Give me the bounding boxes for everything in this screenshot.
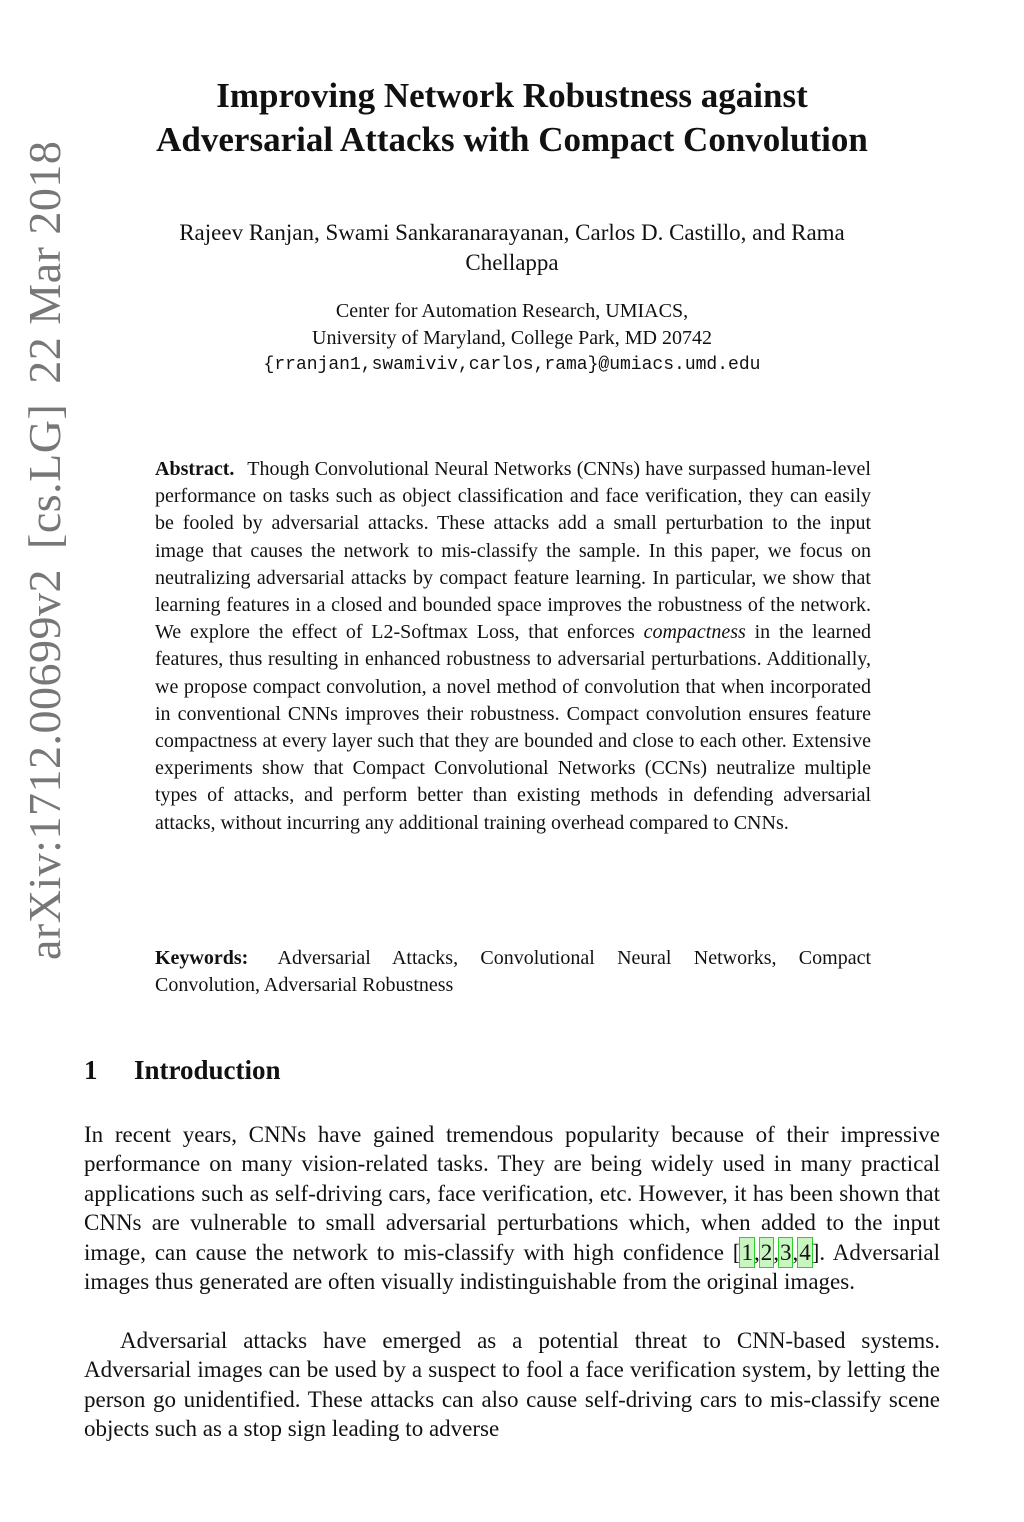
affiliation: [110, 298, 914, 379]
section-number: 1: [84, 1055, 98, 1085]
abstract-emphasis: compactness: [643, 621, 746, 644]
citation-separator: ,: [773, 1239, 779, 1265]
citation-group: [733, 1240, 820, 1265]
citation-open-bracket: [: [732, 1239, 741, 1265]
keywords-label: Keywords:: [155, 947, 249, 969]
citation-separator: ,: [753, 1239, 760, 1265]
title-line-2: Adversarial Attacks with Compact Convolution: [156, 120, 868, 159]
arxiv-id[interactable]: arXiv:1712.00699v2: [18, 568, 70, 960]
abstract: [155, 456, 871, 837]
citation-link-2[interactable]: 2: [760, 1238, 774, 1267]
intro-paragraph-1: [84, 1120, 940, 1296]
arxiv-category: [cs.LG]: [18, 403, 70, 549]
authors: [110, 218, 914, 278]
citation-link-3[interactable]: 3: [779, 1238, 793, 1267]
section-heading-introduction: [84, 1052, 944, 1088]
affiliation-line-2: University of Maryland, College Park, MD 20742: [312, 327, 712, 349]
citation-close-bracket: ]: [811, 1239, 820, 1265]
abstract-label: Abstract.: [155, 458, 235, 480]
authors-line-2: Chellappa: [465, 250, 559, 275]
intro-paragraph-2: Adversarial attacks have emerged as a potential threat to CNN-based systems. Adversarial images can be used by a suspect to fool a face verification system, by letting the person go unidentified. These attacks can also cause self-driving cars to mis-classify scene objects such as a stop sign leading to adverse: [84, 1328, 940, 1442]
affiliation-line-1: Center for Automation Research, UMIACS,: [335, 300, 689, 322]
paper-title: [92, 74, 932, 162]
author-emails: {rranjan1,swamiviv,carlos,rama}@umiacs.umd.edu: [263, 355, 761, 375]
title-line-1: Improving Network Robustness against: [216, 76, 808, 115]
citation-link-4[interactable]: 4: [798, 1238, 812, 1267]
keywords-text: Adversarial Attacks, Convolutional Neural Networks, Compact Convolution, Adversarial Robustness: [155, 947, 872, 997]
intro-p1-text-after-cite: . Adversarial images thus generated are often visually indistinguishable from the original images.: [84, 1239, 941, 1295]
citation-separator: ,: [792, 1239, 799, 1265]
abstract-text-part2: in the learned features, thus resulting in enhanced robustness to adversarial perturbations. Additionally, we propose compact convolution, a novel method of convolution that when incorporated in conventional CNNs improves their robustness. Compact convolution ensures feature compactness at every layer such that they are bounded and close to each other. Extensive experiments show that Compact Convolutional Networks (CCNs) neutralize multiple types of attacks, and perform better than existing methods in defending adversarial attacks, without incurring any additional training overhead compared to CNNs.: [155, 621, 872, 834]
citation-link-1[interactable]: 1: [740, 1238, 754, 1267]
section-title: Introduction: [134, 1055, 281, 1085]
arxiv-stamp: [8, 60, 80, 960]
intro-p1-text-before-cite: In recent years, CNNs have gained tremendous popularity because of their impressive performance on many vision-related tasks. They are being widely used in many practical applications such as self-driving cars, face verification, etc. However, it has been shown that CNNs are vulnerable to small adversarial perturbations which, when added to the input image, can cause the network to mis-classify with high confidence: [84, 1122, 940, 1265]
keywords: [155, 945, 871, 999]
authors-line-1: Rajeev Ranjan, Swami Sankaranarayanan, Carlos D. Castillo, and Rama: [179, 220, 845, 245]
abstract-text-part1: Though Convolutional Neural Networks (CNNs) have surpassed human-level performance on tasks such as object classification and face verification, they can easily be fooled by adversarial attacks. These attacks add a small perturbation to the input image that causes the network to mis-classify the sample. In this paper, we focus on neutralizing adversarial attacks by compact feature learning. In particular, we show that learning features in a closed and bounded space improves the robustness of the network. We explore the effect of L2-Softmax Loss, that enforces: [155, 458, 871, 644]
arxiv-date: 22 Mar 2018: [18, 140, 70, 384]
